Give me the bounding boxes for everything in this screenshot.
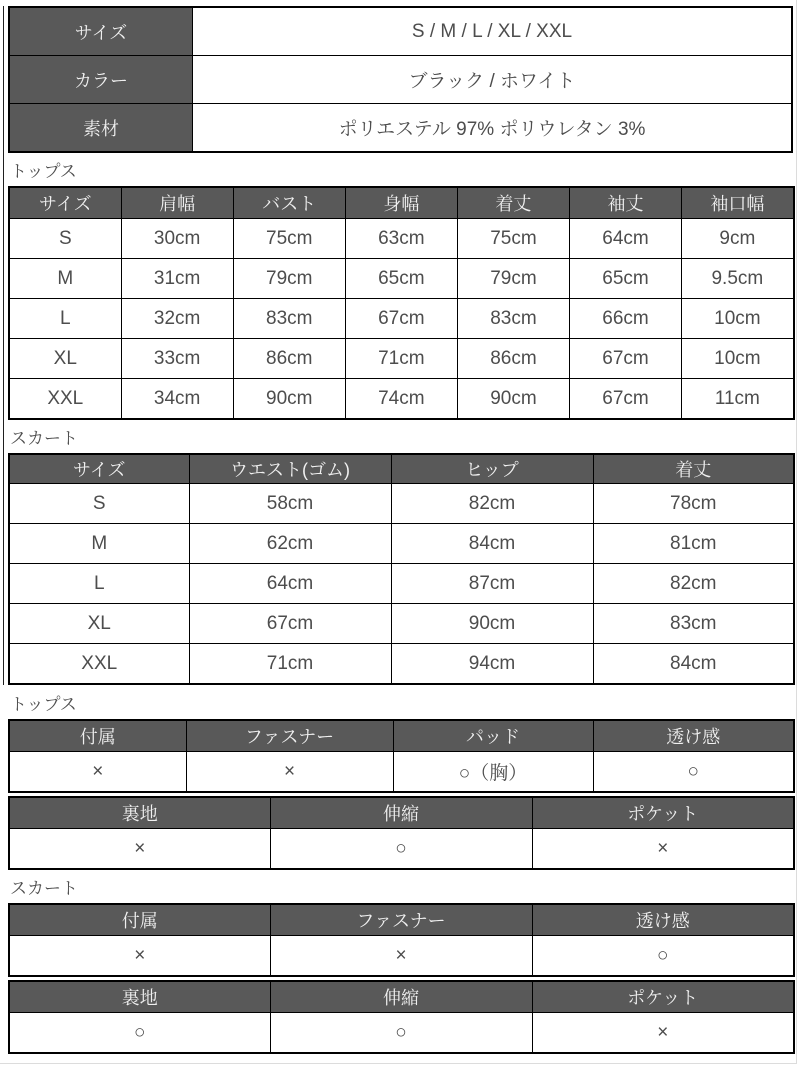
value-cell: 79cm (233, 259, 345, 299)
header-cell: 付属 (9, 904, 270, 936)
info-value-color: ブラック / ホワイト (193, 56, 793, 104)
header-cell: 着丈 (457, 187, 569, 219)
value-cell: 66cm (569, 299, 681, 339)
value-cell: 65cm (345, 259, 457, 299)
table-row (9, 829, 794, 870)
table-row (9, 219, 794, 259)
lower-block (3, 695, 797, 1054)
value-cell: 87cm (391, 564, 593, 604)
value-cell: 67cm (569, 379, 681, 420)
value-cell: 82cm (593, 564, 794, 604)
value-cell: 90cm (233, 379, 345, 420)
mark-cell: ○ (270, 829, 532, 870)
table-row (9, 564, 794, 604)
value-cell: 65cm (569, 259, 681, 299)
value-cell: L (9, 564, 189, 604)
header-cell: 透け感 (593, 720, 794, 752)
table-row (9, 56, 792, 104)
header-cell: 袖口幅 (682, 187, 794, 219)
value-cell: M (9, 524, 189, 564)
value-cell: XXL (9, 379, 121, 420)
mark-cell: ○ (9, 1013, 270, 1054)
table-row (9, 604, 794, 644)
value-cell: 90cm (457, 379, 569, 420)
value-cell: S (9, 484, 189, 524)
tops-features-table-b (8, 796, 795, 870)
header-cell: ウエスト(ゴム) (189, 454, 391, 484)
table-row (9, 259, 794, 299)
value-cell: 83cm (593, 604, 794, 644)
mark-cell: × (9, 936, 270, 977)
info-value-material: ポリエステル 97% ポリウレタン 3% (193, 104, 793, 153)
value-cell: 64cm (189, 564, 391, 604)
header-cell: ファスナー (270, 904, 532, 936)
value-cell: S (9, 219, 121, 259)
value-cell: 79cm (457, 259, 569, 299)
value-cell: 62cm (189, 524, 391, 564)
skirt-features-table-a (8, 903, 795, 977)
table-header-row (9, 187, 794, 219)
value-cell: 75cm (457, 219, 569, 259)
mark-cell: × (186, 752, 393, 793)
header-cell: 肩幅 (121, 187, 233, 219)
value-cell: XL (9, 339, 121, 379)
table-header-row (9, 720, 794, 752)
value-cell: 90cm (391, 604, 593, 644)
value-cell: 86cm (233, 339, 345, 379)
value-cell: 71cm (189, 644, 391, 685)
header-cell: 裏地 (9, 797, 270, 829)
mark-cell: ○ (593, 752, 794, 793)
value-cell: 64cm (569, 219, 681, 259)
skirt-features-table-b (8, 980, 795, 1054)
section-label-tops-size: トップス (10, 162, 77, 181)
header-cell: 伸縮 (270, 981, 532, 1013)
value-cell: 75cm (233, 219, 345, 259)
header-cell: 身幅 (345, 187, 457, 219)
value-cell: 33cm (121, 339, 233, 379)
header-cell: 袖丈 (569, 187, 681, 219)
value-cell: 10cm (682, 339, 794, 379)
value-cell: 83cm (457, 299, 569, 339)
info-label-color: カラー (9, 56, 193, 104)
value-cell: 58cm (189, 484, 391, 524)
header-cell: ファスナー (186, 720, 393, 752)
value-cell: 67cm (189, 604, 391, 644)
value-cell: 84cm (593, 644, 794, 685)
value-cell: 63cm (345, 219, 457, 259)
value-cell: XXL (9, 644, 189, 685)
tops-size-table (8, 186, 795, 420)
section-label-tops-features: トップス (10, 695, 77, 714)
info-label-size: サイズ (9, 7, 193, 56)
mark-cell: ○ (532, 936, 794, 977)
value-cell: 83cm (233, 299, 345, 339)
header-cell: 伸縮 (270, 797, 532, 829)
mark-cell: × (532, 829, 794, 870)
info-value-size: S / M / L / XL / XXL (193, 7, 793, 56)
value-cell: 32cm (121, 299, 233, 339)
tops-features-table-a (8, 719, 795, 793)
table-row (9, 644, 794, 685)
header-cell: 着丈 (593, 454, 794, 484)
header-cell: ポケット (532, 981, 794, 1013)
header-cell: ヒップ (391, 454, 593, 484)
table-row (9, 524, 794, 564)
table-row (9, 752, 794, 793)
table-row (9, 104, 792, 153)
value-cell: 82cm (391, 484, 593, 524)
table-header-row (9, 981, 794, 1013)
value-cell: 10cm (682, 299, 794, 339)
header-cell: 付属 (9, 720, 186, 752)
value-cell: 94cm (391, 644, 593, 685)
header-cell: サイズ (9, 187, 121, 219)
value-cell: 71cm (345, 339, 457, 379)
value-cell: 78cm (593, 484, 794, 524)
value-cell: 9.5cm (682, 259, 794, 299)
table-header-row (9, 904, 794, 936)
mark-cell: × (532, 1013, 794, 1054)
mark-cell: × (270, 936, 532, 977)
upper-block (3, 6, 797, 685)
mark-cell: ○ (270, 1013, 532, 1054)
table-row (9, 379, 794, 420)
table-row (9, 936, 794, 977)
value-cell: 81cm (593, 524, 794, 564)
mark-cell: ○（胸） (393, 752, 593, 793)
table-row (9, 299, 794, 339)
table-row (9, 484, 794, 524)
mark-cell: × (9, 829, 270, 870)
header-cell: パッド (393, 720, 593, 752)
value-cell: 9cm (682, 219, 794, 259)
value-cell: 74cm (345, 379, 457, 420)
header-cell: 裏地 (9, 981, 270, 1013)
value-cell: 30cm (121, 219, 233, 259)
mark-cell: × (9, 752, 186, 793)
value-cell: XL (9, 604, 189, 644)
header-cell: 透け感 (532, 904, 794, 936)
value-cell: 31cm (121, 259, 233, 299)
value-cell: 11cm (682, 379, 794, 420)
table-row (9, 7, 792, 56)
value-cell: 34cm (121, 379, 233, 420)
section-label-skirt-features: スカート (10, 879, 78, 898)
value-cell: M (9, 259, 121, 299)
header-cell: サイズ (9, 454, 189, 484)
info-label-material: 素材 (9, 104, 193, 153)
table-row (9, 1013, 794, 1054)
header-cell: ポケット (532, 797, 794, 829)
table-row (9, 339, 794, 379)
product-info-table (8, 6, 793, 153)
value-cell: L (9, 299, 121, 339)
table-header-row (9, 454, 794, 484)
value-cell: 67cm (569, 339, 681, 379)
section-label-skirt-size: スカート (10, 429, 78, 448)
value-cell: 67cm (345, 299, 457, 339)
skirt-size-table (8, 453, 795, 685)
table-header-row (9, 797, 794, 829)
header-cell: バスト (233, 187, 345, 219)
value-cell: 84cm (391, 524, 593, 564)
value-cell: 86cm (457, 339, 569, 379)
